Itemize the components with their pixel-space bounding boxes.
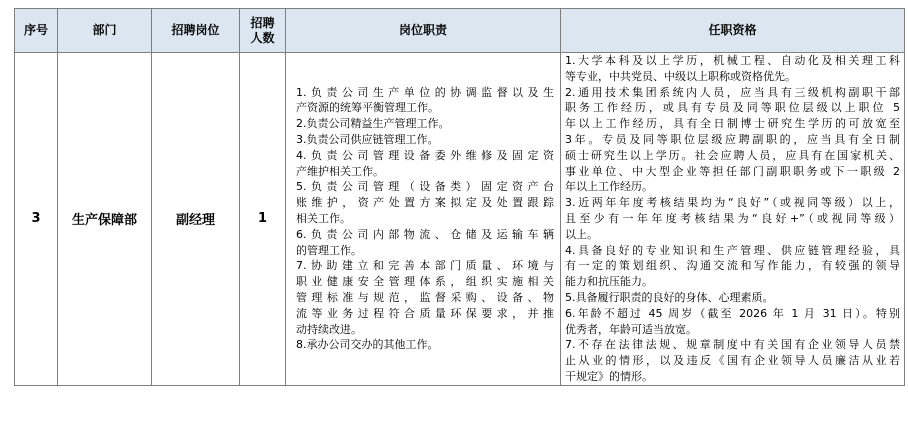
- duty-item-line: 4.负责公司管理设备委外维修及固定资: [296, 148, 554, 162]
- cell-seq: 3: [15, 53, 58, 386]
- duty-item: [296, 227, 554, 259]
- qualification-item-line: 以上。: [565, 227, 598, 241]
- duty-item-line: 动持续改进。: [296, 322, 362, 336]
- duty-item: [296, 179, 554, 226]
- duty-item-line: 管理标准与规范，监督采购、设备、物: [296, 290, 554, 304]
- header-position: 招聘岗位: [152, 9, 240, 53]
- cell-count: 1: [240, 53, 286, 386]
- recruitment-table: [14, 8, 905, 386]
- qualification-item-line: 7.不存在法律法规、规章制度中有关国有企业领导人员禁: [565, 338, 900, 352]
- qualification-item-line: 3年。专员及同等职位层级应聘副职的，应当具有全日制: [565, 132, 900, 146]
- qualification-item-line: 事业单位、中大型企业等担任部门副职职务或下一职级 2: [565, 164, 900, 178]
- qualification-item-line: 能力和抗压能力。: [565, 275, 653, 289]
- duty-item: [296, 85, 554, 117]
- qualification-item-line: 年以上工作经历。: [565, 180, 653, 194]
- qualification-item-line: 年以上工作经历，具有全日制博士研究生学历的可放宽至: [565, 117, 900, 131]
- header-dept: 部门: [58, 9, 152, 53]
- cell-dept: 生产保障部: [58, 53, 152, 386]
- qualification-item-line: 职务工作经历，或具有专员及同等职位层级以上职位 5: [565, 101, 900, 115]
- duty-item-line: 产维护相关工作。: [296, 164, 384, 178]
- header-count-line2: 人数: [250, 30, 275, 45]
- duty-item-line: 职业健康安全管理体系，组织实施相关: [296, 275, 554, 289]
- qualifications-list: [561, 53, 904, 385]
- cell-position: 副经理: [152, 53, 240, 386]
- qualification-item: [565, 290, 900, 306]
- header-seq: 序号: [15, 9, 58, 53]
- duty-item-line: 3.负责公司供应链管理工作。: [296, 132, 439, 146]
- duty-item: [296, 132, 554, 148]
- table-header-row: [15, 9, 905, 53]
- qualification-item-line: 硕士研究生以上学历。社会应聘人员，应具有在国家机关、: [565, 148, 900, 162]
- qualification-item-line: 等专业，中共党员、中级以上职称或资格优先。: [565, 69, 796, 83]
- duty-item-line: 流等业务过程符合质量环保要求，并推: [296, 306, 554, 320]
- header-count: [240, 9, 286, 53]
- qualification-item-line: 优秀者，年龄可适当放宽。: [565, 322, 697, 336]
- duty-item-line: 6.负责公司内部物流、仓储及运输车辆: [296, 227, 554, 241]
- qualification-item-line: 1.大学本科及以上学历，机械工程、自动化及相关理工科: [565, 54, 900, 67]
- duty-item: [296, 116, 554, 132]
- qualification-item-line: 5.具备履行职责的良好的身体、心理素质。: [565, 290, 774, 304]
- qualification-item-line: 止从业的情形，以及违反《国有企业领导人员廉洁从业若: [565, 354, 900, 368]
- duty-item-line: 产资源的统筹平衡管理工作。: [296, 101, 439, 115]
- table-row: [15, 53, 905, 386]
- header-duties: 岗位职责: [286, 9, 561, 53]
- qualification-item-line: 干规定》的情形。: [565, 369, 653, 383]
- qualification-item-line: 2.通用技术集团系统内人员，应当具有三级机构副职干部: [565, 85, 900, 99]
- duty-item: [296, 337, 554, 353]
- qualification-item-line: 6.年龄不超过 45 周岁（截至 2026 年 1 月 31 日）。特别: [565, 306, 900, 320]
- duty-item: [296, 258, 554, 337]
- qualification-item: [565, 195, 900, 242]
- duty-item-line: 5.负责公司管理（设备类）固定资产台: [296, 180, 554, 194]
- duty-item-line: 8.承办公司交办的其他工作。: [296, 338, 439, 352]
- qualification-item: [565, 243, 900, 290]
- qualification-item: [565, 53, 900, 85]
- qualification-item-line: 有一定的策划组织、沟通交流和写作能力，有较强的领导: [565, 259, 900, 273]
- duty-item-line: 账维护，资产处置方案拟定及处置跟踪: [296, 196, 554, 210]
- qualification-item-line: 且至少有一年年度考核结果为“良好+”（或视同等级）: [565, 211, 900, 225]
- qualification-item: [565, 306, 900, 338]
- cell-duties: [286, 53, 561, 386]
- duty-item-line: 的管理工作。: [296, 243, 362, 257]
- qualification-item: [565, 337, 900, 384]
- duty-item-line: 1.负责公司生产单位的协调监督以及生: [296, 85, 554, 99]
- duty-item: [296, 148, 554, 180]
- duty-item-line: 相关工作。: [296, 211, 351, 225]
- header-qualifications: 任职资格: [561, 9, 905, 53]
- duties-list: [286, 85, 560, 354]
- header-count-line1: 招聘: [250, 15, 275, 30]
- qualification-item: [565, 85, 900, 196]
- qualification-item-line: 4.具备良好的专业知识和生产管理、供应链管理经验，具: [565, 243, 900, 257]
- cell-qualifications: [561, 53, 905, 386]
- qualification-item-line: 3.近两年年度考核结果均为“良好”（或视同等级）以上，: [565, 196, 900, 210]
- duty-item-line: 2.负责公司精益生产管理工作。: [296, 117, 450, 131]
- duty-item-line: 7.协助建立和完善本部门质量、环境与: [296, 259, 554, 273]
